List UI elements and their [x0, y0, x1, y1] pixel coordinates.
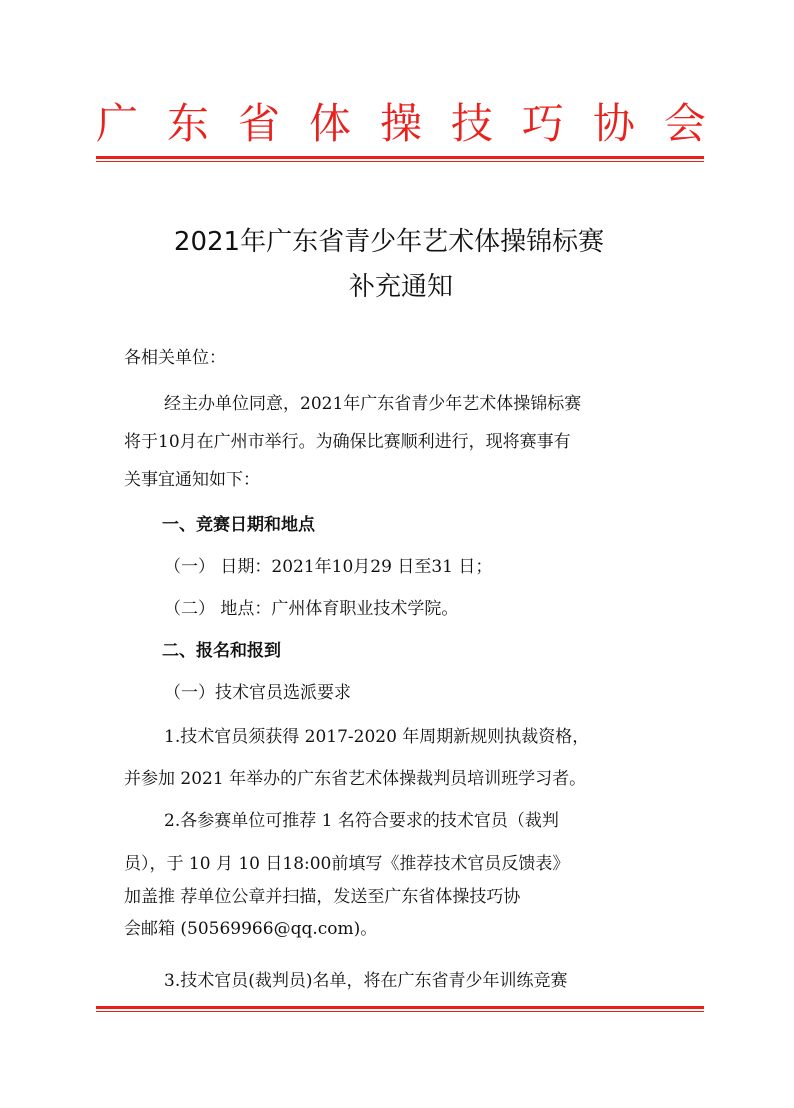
section-heading: 二、报名和报到: [162, 641, 281, 661]
letterhead-rule-thin: [96, 161, 704, 162]
intro-line: 经主办单位同意，2021年广东省青少年艺术体操锦标赛: [164, 394, 582, 414]
document-title: 2021年广东省青少年艺术体操锦标赛: [173, 227, 605, 257]
letterhead-char: 协: [592, 99, 635, 148]
letterhead-char: 省: [237, 99, 280, 148]
document-subtitle: 补充通知: [348, 272, 453, 302]
venue-item: （二） 地点：广州体育职业技术学院。: [164, 599, 459, 619]
letterhead-title: [96, 96, 706, 152]
paragraph-line: 2.各参赛单位可推荐 1 名符合要求的技术官员（裁判: [164, 811, 559, 831]
intro-line: 将于10月在广州市举行。为确保比赛顺利进行，现将赛事有: [124, 432, 571, 452]
paragraph-line: 并参加 2021 年举办的广东省艺术体操裁判员培训班学习者。: [124, 769, 587, 789]
section-heading: 一、竞赛日期和地点: [162, 515, 315, 535]
paragraph-line: 加盖推 荐单位公章并扫描，发送至广东省体操技巧协: [124, 887, 521, 907]
subsection-heading: （一）技术官员选派要求: [164, 683, 351, 703]
paragraph-line: 3.技术官员(裁判员)名单，将在广东省青少年训练竞赛: [164, 971, 568, 991]
paragraph-line: 1.技术官员须获得 2017-2020 年周期新规则执裁资格，: [164, 727, 590, 747]
letterhead-char: 技: [450, 99, 493, 148]
paragraph-line: 员），于 10 月 10 日18:00前填写《推荐技术官员反馈表》: [124, 854, 570, 874]
letterhead-char: 东: [166, 99, 209, 148]
letterhead-char: 操: [379, 99, 422, 148]
letterhead-char: 广: [96, 99, 139, 148]
letterhead-char: 体: [308, 99, 351, 148]
date-item: （一） 日期：2021年10月29 日至31 日；: [164, 557, 493, 577]
footer-rule-thin: [96, 1011, 704, 1012]
intro-line: 关事宜通知如下：: [124, 470, 260, 490]
letterhead-char: 巧: [521, 99, 564, 148]
letterhead-char: 会: [663, 99, 706, 148]
salutation: 各相关单位：: [124, 348, 226, 368]
footer-rule-thick: [96, 1006, 704, 1009]
letterhead-rule-thick: [96, 156, 704, 159]
paragraph-line: 会邮箱 (50569966@qq.com)。: [124, 919, 378, 939]
